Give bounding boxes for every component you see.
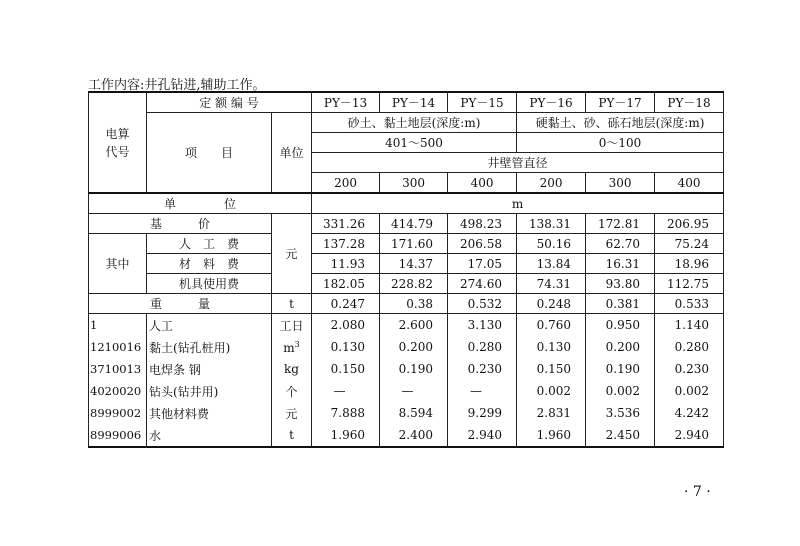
resource-value: 0.200 <box>586 336 655 358</box>
material-value: 13.84 <box>517 254 586 274</box>
quota-code-row <box>89 92 724 113</box>
unit-row-label: 单 位 <box>89 193 312 214</box>
weight-row <box>89 294 724 314</box>
quota-code: PY－17 <box>586 92 655 113</box>
material-value: 17.05 <box>448 254 517 274</box>
material-value: 14.37 <box>380 254 448 274</box>
labor-value: 62.70 <box>586 234 655 254</box>
item-header: 项 目 <box>147 113 272 194</box>
machine-value: 93.80 <box>586 274 655 294</box>
diameter: 400 <box>655 173 724 194</box>
machine-value: 112.75 <box>655 274 724 294</box>
machine-value: 74.31 <box>517 274 586 294</box>
machine-value: 182.05 <box>312 274 380 294</box>
labor-value: 206.58 <box>448 234 517 254</box>
machine-row <box>89 274 724 294</box>
resource-value: 2.400 <box>380 424 448 447</box>
machine-value: 274.60 <box>448 274 517 294</box>
resource-code: 8999006 <box>89 424 147 447</box>
resource-row <box>89 314 724 337</box>
resource-name: 黏土(钻孔桩用) <box>147 336 272 358</box>
resource-name: 其他材料费 <box>147 402 272 424</box>
resource-value: 2.600 <box>380 314 448 337</box>
resource-name: 电焊条 钢 <box>147 358 272 380</box>
resource-value: 0.950 <box>586 314 655 337</box>
base-price-value: 172.81 <box>586 214 655 234</box>
resource-unit: t <box>272 424 312 447</box>
resource-row <box>89 402 724 424</box>
resource-unit-base: m <box>283 340 295 355</box>
quota-code: PY－15 <box>448 92 517 113</box>
resource-name: 钻头(钻井用) <box>147 380 272 402</box>
resource-unit <box>272 336 312 358</box>
resource-unit: 元 <box>272 402 312 424</box>
base-price-row <box>89 214 724 234</box>
material-row <box>89 254 724 274</box>
weight-label: 重 量 <box>89 294 272 314</box>
weight-unit: t <box>272 294 312 314</box>
quota-code: PY－14 <box>380 92 448 113</box>
resource-code: 1 <box>89 314 147 337</box>
diameter: 400 <box>448 173 517 194</box>
stratum-row <box>89 113 724 133</box>
labor-row <box>89 234 724 254</box>
material-value: 11.93 <box>312 254 380 274</box>
resource-value: 1.960 <box>517 424 586 447</box>
resource-row <box>89 424 724 447</box>
resource-value: 0.230 <box>655 358 724 380</box>
machine-value: 228.82 <box>380 274 448 294</box>
resource-value: 1.140 <box>655 314 724 337</box>
yuan-unit: 元 <box>272 214 312 294</box>
base-price-value: 206.95 <box>655 214 724 234</box>
labor-value: 171.60 <box>380 234 448 254</box>
base-price-value: 138.31 <box>517 214 586 234</box>
resource-value: — <box>380 380 448 402</box>
resource-value: 0.190 <box>380 358 448 380</box>
resource-unit-exponent: 3 <box>294 339 300 349</box>
base-price-value: 414.79 <box>380 214 448 234</box>
resource-value: — <box>448 380 517 402</box>
resource-unit: kg <box>272 358 312 380</box>
resource-code: 1210016 <box>89 336 147 358</box>
material-value: 16.31 <box>586 254 655 274</box>
resource-value: 0.150 <box>517 358 586 380</box>
resource-value: 0.150 <box>312 358 380 380</box>
diameter: 200 <box>517 173 586 194</box>
page-number: · 7 · <box>684 484 711 500</box>
resource-name: 水 <box>147 424 272 447</box>
resource-value: 2.831 <box>517 402 586 424</box>
depth-a: 401～500 <box>312 133 517 153</box>
resource-name: 人工 <box>147 314 272 337</box>
resource-value: 0.002 <box>655 380 724 402</box>
resource-value: 4.242 <box>655 402 724 424</box>
labor-value: 75.24 <box>655 234 724 254</box>
weight-value: 0.248 <box>517 294 586 314</box>
resource-value: 0.230 <box>448 358 517 380</box>
resource-value: 0.002 <box>517 380 586 402</box>
resource-value: 2.450 <box>586 424 655 447</box>
machine-label: 机具使用费 <box>147 274 272 294</box>
resource-code: 8999002 <box>89 402 147 424</box>
resource-value: 0.130 <box>312 336 380 358</box>
weight-value: 0.38 <box>380 294 448 314</box>
quota-table <box>88 91 724 448</box>
diameter: 200 <box>312 173 380 194</box>
base-price-label: 基 价 <box>89 214 272 234</box>
labor-value: 137.28 <box>312 234 380 254</box>
resource-value: 7.888 <box>312 402 380 424</box>
resource-row <box>89 380 724 402</box>
base-price-value: 331.26 <box>312 214 380 234</box>
weight-value: 0.247 <box>312 294 380 314</box>
quota-code: PY－18 <box>655 92 724 113</box>
resource-value: 3.536 <box>586 402 655 424</box>
diameter: 300 <box>380 173 448 194</box>
resource-value: 0.200 <box>380 336 448 358</box>
resource-value: 2.940 <box>448 424 517 447</box>
resource-value: 2.080 <box>312 314 380 337</box>
depth-b: 0～100 <box>517 133 724 153</box>
resource-value: 2.940 <box>655 424 724 447</box>
labor-value: 50.16 <box>517 234 586 254</box>
resource-value: 8.594 <box>380 402 448 424</box>
labor-label: 人 工 费 <box>147 234 272 254</box>
resource-value: 1.960 <box>312 424 380 447</box>
resource-code: 4020020 <box>89 380 147 402</box>
resource-row <box>89 336 724 358</box>
weight-value: 0.381 <box>586 294 655 314</box>
resource-value: 9.299 <box>448 402 517 424</box>
resource-value: 0.760 <box>517 314 586 337</box>
quota-code: PY－16 <box>517 92 586 113</box>
unit-row <box>89 193 724 214</box>
material-value: 18.96 <box>655 254 724 274</box>
work-content-caption: 工作内容:井孔钻进,辅助工作。 <box>88 78 266 93</box>
weight-value: 0.532 <box>448 294 517 314</box>
resource-value: 0.280 <box>448 336 517 358</box>
quota-code: PY－13 <box>312 92 380 113</box>
resource-unit: 个 <box>272 380 312 402</box>
stratum-b: 硬黏土、砂、砾石地层(深度:m) <box>517 113 724 133</box>
resource-code: 3710013 <box>89 358 147 380</box>
diameter-label: 井壁管直径 <box>312 153 724 173</box>
base-price-value: 498.23 <box>448 214 517 234</box>
weight-value: 0.533 <box>655 294 724 314</box>
stratum-a: 砂土、黏土地层(深度:m) <box>312 113 517 133</box>
quota-code-label: 定 额 编 号 <box>147 92 312 113</box>
diameter: 300 <box>586 173 655 194</box>
resource-value: — <box>312 380 380 402</box>
resource-value: 0.002 <box>586 380 655 402</box>
of-which-label: 其中 <box>89 234 147 294</box>
unit-row-value: m <box>312 193 724 214</box>
resource-row <box>89 358 724 380</box>
unit-header: 单位 <box>272 113 312 194</box>
resource-value: 0.130 <box>517 336 586 358</box>
resource-value: 3.130 <box>448 314 517 337</box>
resource-value: 0.280 <box>655 336 724 358</box>
resource-value: 0.190 <box>586 358 655 380</box>
material-label: 材 料 费 <box>147 254 272 274</box>
elec-code-header: 电算代号 <box>89 92 147 193</box>
resource-unit: 工日 <box>272 314 312 337</box>
